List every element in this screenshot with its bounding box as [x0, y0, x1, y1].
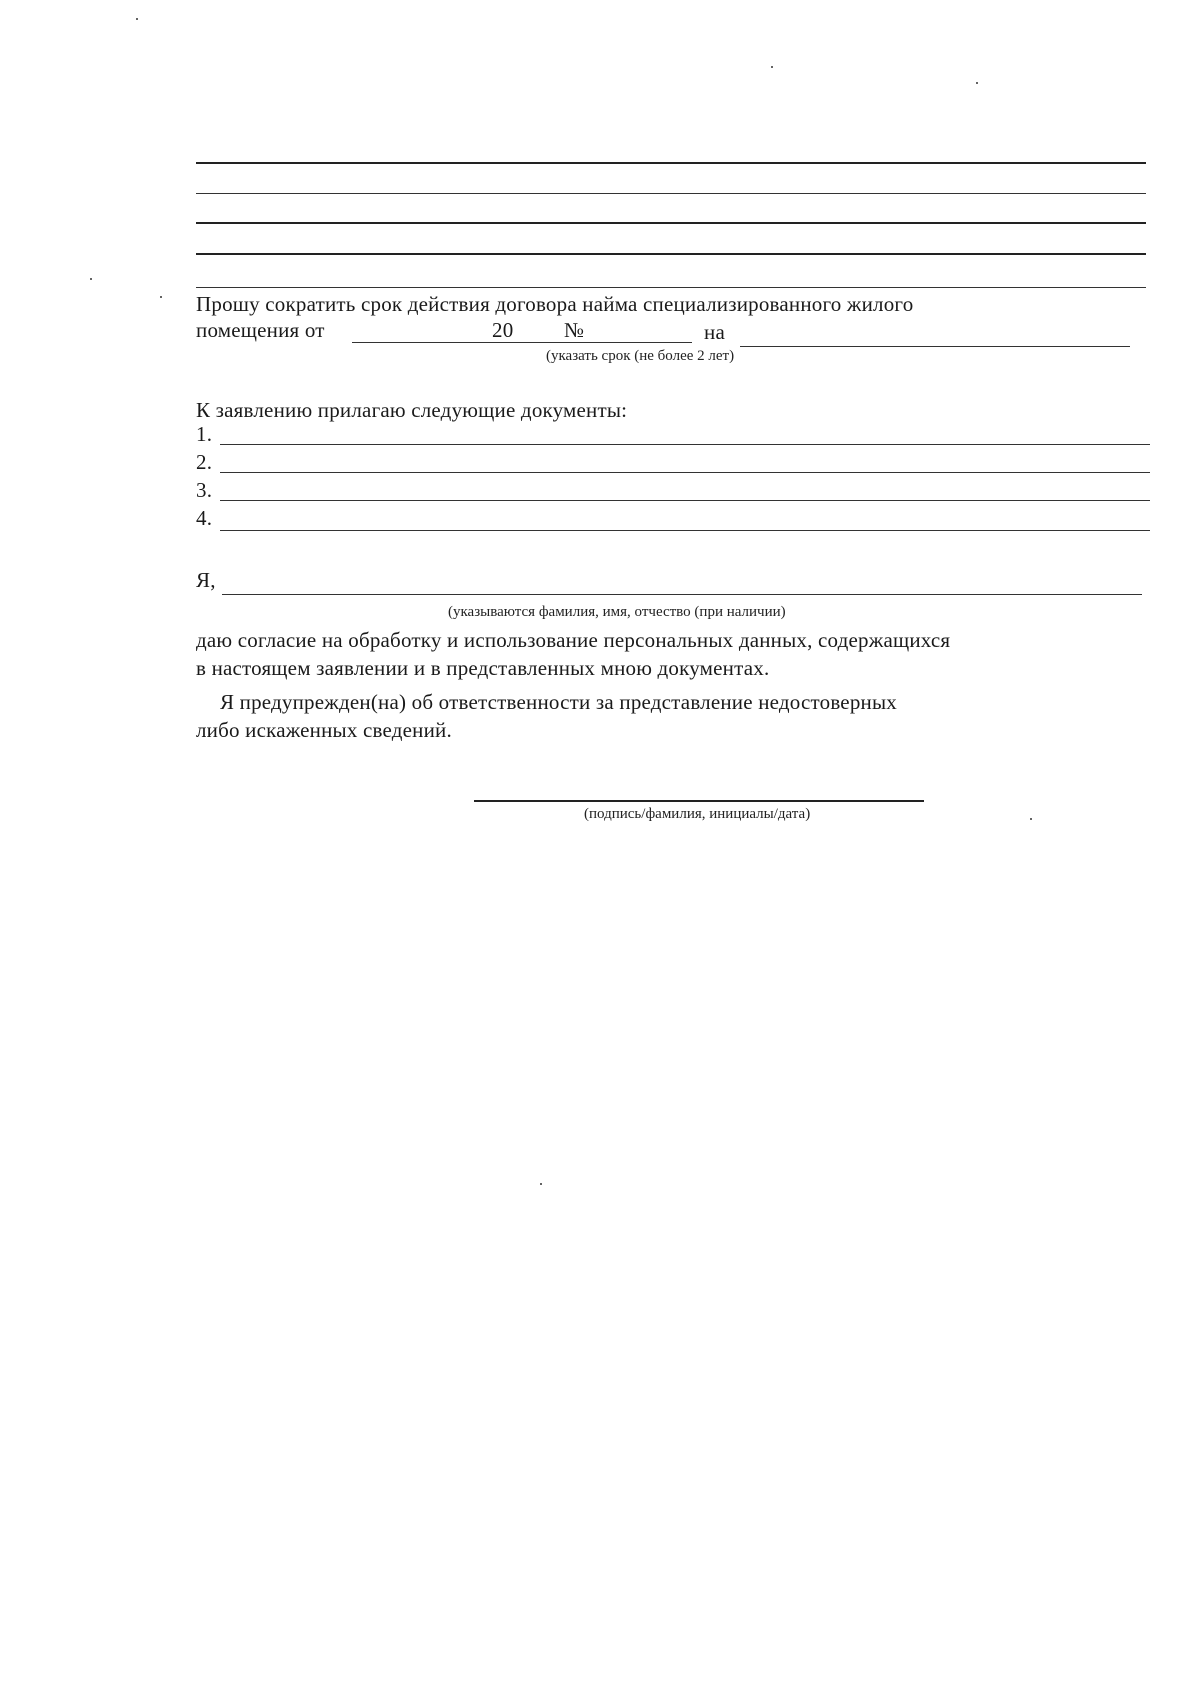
year-label: 20	[492, 318, 514, 342]
attachment-number-3: 3.	[196, 478, 213, 502]
attachments-heading: К заявлению прилагаю следующие документы:	[196, 398, 628, 422]
scan-speck	[540, 1183, 542, 1185]
warning-text-2: либо искаженных сведений.	[196, 718, 452, 742]
number-sign: №	[564, 318, 585, 342]
name-blank	[222, 594, 1142, 595]
number-blank	[592, 342, 692, 343]
scan-speck	[136, 18, 138, 20]
attachment-line-1	[220, 444, 1150, 445]
consent-text-2: в настоящем заявлении и в представленных мною документах.	[196, 656, 770, 680]
date-blank	[352, 342, 592, 343]
scan-speck	[976, 82, 978, 84]
ya-label: Я,	[196, 568, 216, 592]
scan-speck	[90, 278, 92, 280]
term-hint: (указать срок (не более 2 лет)	[546, 348, 735, 364]
attachment-number-4: 4.	[196, 506, 213, 530]
term-blank	[740, 346, 1130, 347]
blank-line-5	[196, 287, 1146, 288]
blank-line-4	[196, 253, 1146, 255]
scan-speck	[771, 66, 773, 68]
blank-line-2	[196, 193, 1146, 194]
attachment-number-2: 2.	[196, 450, 213, 474]
consent-text-1: даю согласие на обработку и использование персональных данных, содержащихся	[196, 628, 951, 652]
request-line-2-prefix: помещения от	[196, 318, 325, 342]
attachment-number-1: 1.	[196, 422, 213, 446]
scan-speck	[1030, 818, 1032, 820]
attachment-line-4	[220, 530, 1150, 531]
blank-line-3	[196, 222, 1146, 224]
warning-text-1: Я предупрежден(на) об ответственности за представление недостоверных	[220, 690, 897, 714]
on-label: на	[704, 320, 725, 344]
name-hint: (указываются фамилия, имя, отчество (при наличии)	[448, 604, 786, 620]
scan-speck	[160, 296, 162, 298]
signature-line	[474, 800, 924, 802]
blank-line-1	[196, 162, 1146, 164]
attachment-line-2	[220, 472, 1150, 473]
attachment-line-3	[220, 500, 1150, 501]
request-line-1: Прошу сократить срок действия договора найма специализированного жилого	[196, 292, 914, 316]
signature-hint: (подпись/фамилия, инициалы/дата)	[584, 806, 811, 822]
